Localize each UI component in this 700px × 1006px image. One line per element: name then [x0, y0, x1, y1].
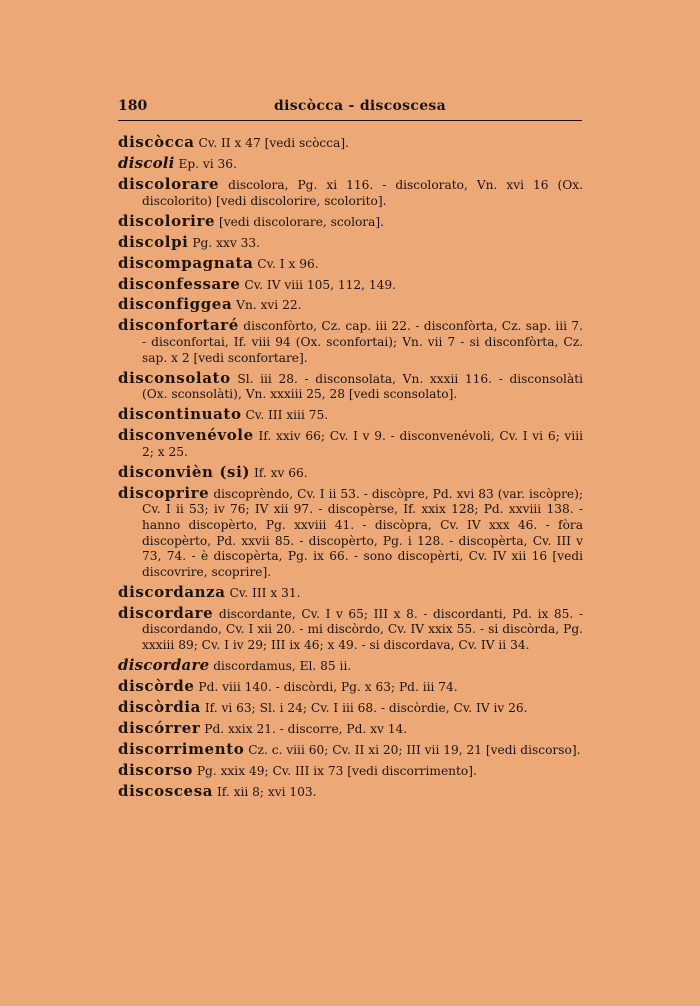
entry-headword: disconvièn (si) — [118, 462, 251, 481]
entry-text: Sl. iii 28. - disconsolata, Vn. xxxii 116. - disconsolàti (Ox. sconsolàti), Vn. xxxiii 25, 28 [vedi sconsolato]. — [142, 371, 584, 402]
entry-headword: discòrde — [118, 676, 195, 695]
entry-headword: discórrer — [118, 718, 201, 737]
entry-headword: discordare — [118, 603, 214, 622]
entry-discoli — [118, 153, 583, 173]
entry-text: If. xii 8; xvi 103. — [216, 784, 317, 799]
entry-headword: discorrimento — [118, 739, 245, 758]
entry-discorrimento — [118, 739, 583, 759]
entry-discolorire — [118, 211, 583, 231]
entry-text: discordante, Cv. I v 65; III x 8. - discordanti, Pd. ix 85. - discordando, Cv. I xii 20. - mi discòrdo, Cv. IV xxix 55. - si discòrda, Pg. xxxiii 89; Cv. I iv 29; III ix 46; x 49. - si discordava, Cv. IV ii 34. — [142, 606, 584, 652]
entry-disconvien — [118, 462, 583, 482]
entry-text: Vn. xvi 22. — [236, 298, 302, 313]
entry-discolpi — [118, 232, 583, 252]
entry-text: Cv. II x 47 [vedi scòcca]. — [198, 136, 349, 150]
entry-text: disconfòrto, Cz. cap. iii 22. - disconfòrta, Cz. sap. iii 7. - disconfortai, If. viii 94 (Ox. sconfortai); Vn. vii 7 - si disconfòrta, Cz. sap. x 2 [vedi sconfortare]. — [142, 319, 584, 365]
entry-headword: discolorire — [118, 211, 216, 230]
entry-discompagnata — [118, 253, 583, 273]
entry-text: discordamus, El. 85 ii. — [213, 658, 352, 673]
entry-discolorare — [118, 174, 584, 209]
entry-headword: discorso — [118, 760, 193, 779]
entry-headword: discòrdia — [118, 697, 201, 716]
entry-text: Pg. xxix 49; Cv. III ix 73 [vedi discorrimento]. — [196, 763, 477, 778]
entry-text: Pd. viii 140. - discòrdi, Pg. x 63; Pd. iii 74. — [198, 679, 458, 694]
entry-headword: disconfessare — [118, 274, 241, 293]
entry-disconfessare — [118, 274, 583, 294]
entry-text: Cv. III xiii 75. — [245, 408, 329, 423]
entry-headword: discòcca — [118, 133, 195, 151]
entry-disconvenevole — [118, 428, 583, 460]
entry-headword: discoli — [118, 153, 175, 172]
entry-headword: discompagnata — [118, 253, 254, 272]
entry-disconfiggea — [118, 297, 583, 314]
entry-discorso — [118, 760, 583, 780]
entry-headword: discoprire — [118, 483, 210, 502]
entry-discordanza — [118, 582, 583, 602]
page-header — [118, 96, 582, 118]
entry-headword: discoscesa — [118, 781, 214, 800]
entry-discocca — [118, 135, 583, 152]
entry-discordare — [118, 603, 584, 654]
entry-discoprire — [118, 483, 583, 581]
entry-disconfortare — [118, 318, 583, 366]
entry-text: If. vi 63; Sl. i 24; Cv. I iii 68. - discòrdie, Cv. IV iv 26. — [204, 700, 528, 715]
entry-text: If. xv 66. — [253, 465, 308, 480]
entry-headword: disconvenévole — [118, 426, 254, 445]
entry-discorrer — [118, 718, 583, 738]
entry-headword: disconsolato — [118, 368, 231, 387]
running-title: discòcca - discoscesa — [274, 98, 446, 114]
entry-disconsolato — [118, 368, 584, 403]
entry-text: [vedi discolorare, scolora]. — [219, 214, 385, 229]
entry-discontinuato — [118, 407, 583, 424]
entry-text: Cv. IV viii 105, 112, 149. — [244, 277, 397, 292]
entry-discordia — [118, 697, 583, 717]
entry-headword: disconfortaré — [118, 316, 239, 335]
entry-text: Cz. c. viii 60; Cv. II xi 20; III vii 19, 21 [vedi discorso]. — [248, 742, 581, 757]
entry-text: Cv. I x 96. — [257, 256, 319, 271]
entry-list — [118, 135, 583, 805]
entry-text: Pd. xxix 21. - discorre, Pd. xv 14. — [204, 721, 408, 736]
entry-text: Cv. III x 31. — [229, 585, 301, 600]
entry-text: discolora, Pg. xi 116. - discolorato, Vn. xvi 16 (Ox. discolorito) [vedi discolorire, scolorito]. — [142, 177, 584, 208]
entry-headword: disconfiggea — [118, 295, 233, 314]
entry-discorde — [118, 676, 583, 696]
entry-text: Pg. xxv 33. — [192, 235, 260, 250]
page-number: 180 — [118, 98, 148, 114]
entry-discoscesa — [118, 781, 583, 801]
entry-headword: discontinuato — [118, 405, 242, 424]
entry-headword: discordanza — [118, 582, 226, 601]
entry-headword: discordare — [118, 655, 210, 674]
entry-text: Ep. vi 36. — [178, 156, 237, 171]
entry-headword: discolorare — [118, 174, 220, 193]
entry-text: If. xxiv 66; Cv. I v 9. - disconvenévoli, Cv. I vi 6; viii 2; x 25. — [142, 429, 584, 459]
header-rule — [118, 120, 582, 121]
entry-headword: discolpi — [118, 232, 189, 251]
entry-text: discoprèndo, Cv. I ii 53. - discòpre, Pd. xvi 83 (var. iscòpre); Cv. I ii 53; iv 76; IV xii 97. - discopèrse, If. xxix 128; Pd. xxviii 138. - hanno discopèrto, Pg. xxviii 41. - discòpra, Cv. IV xxx 46. - fòra discopèrto, Pd. xxvii 85. - discopèrto, Pg. i 128. - discopèrta, Cv. III v 73, 74. - è discopèrta, Pg. ix 66. - sono discopèrti, Cv. IV xii 16 [vedi discovrire, scoprire]. — [142, 486, 583, 579]
entry-discordare-latin — [118, 655, 583, 675]
